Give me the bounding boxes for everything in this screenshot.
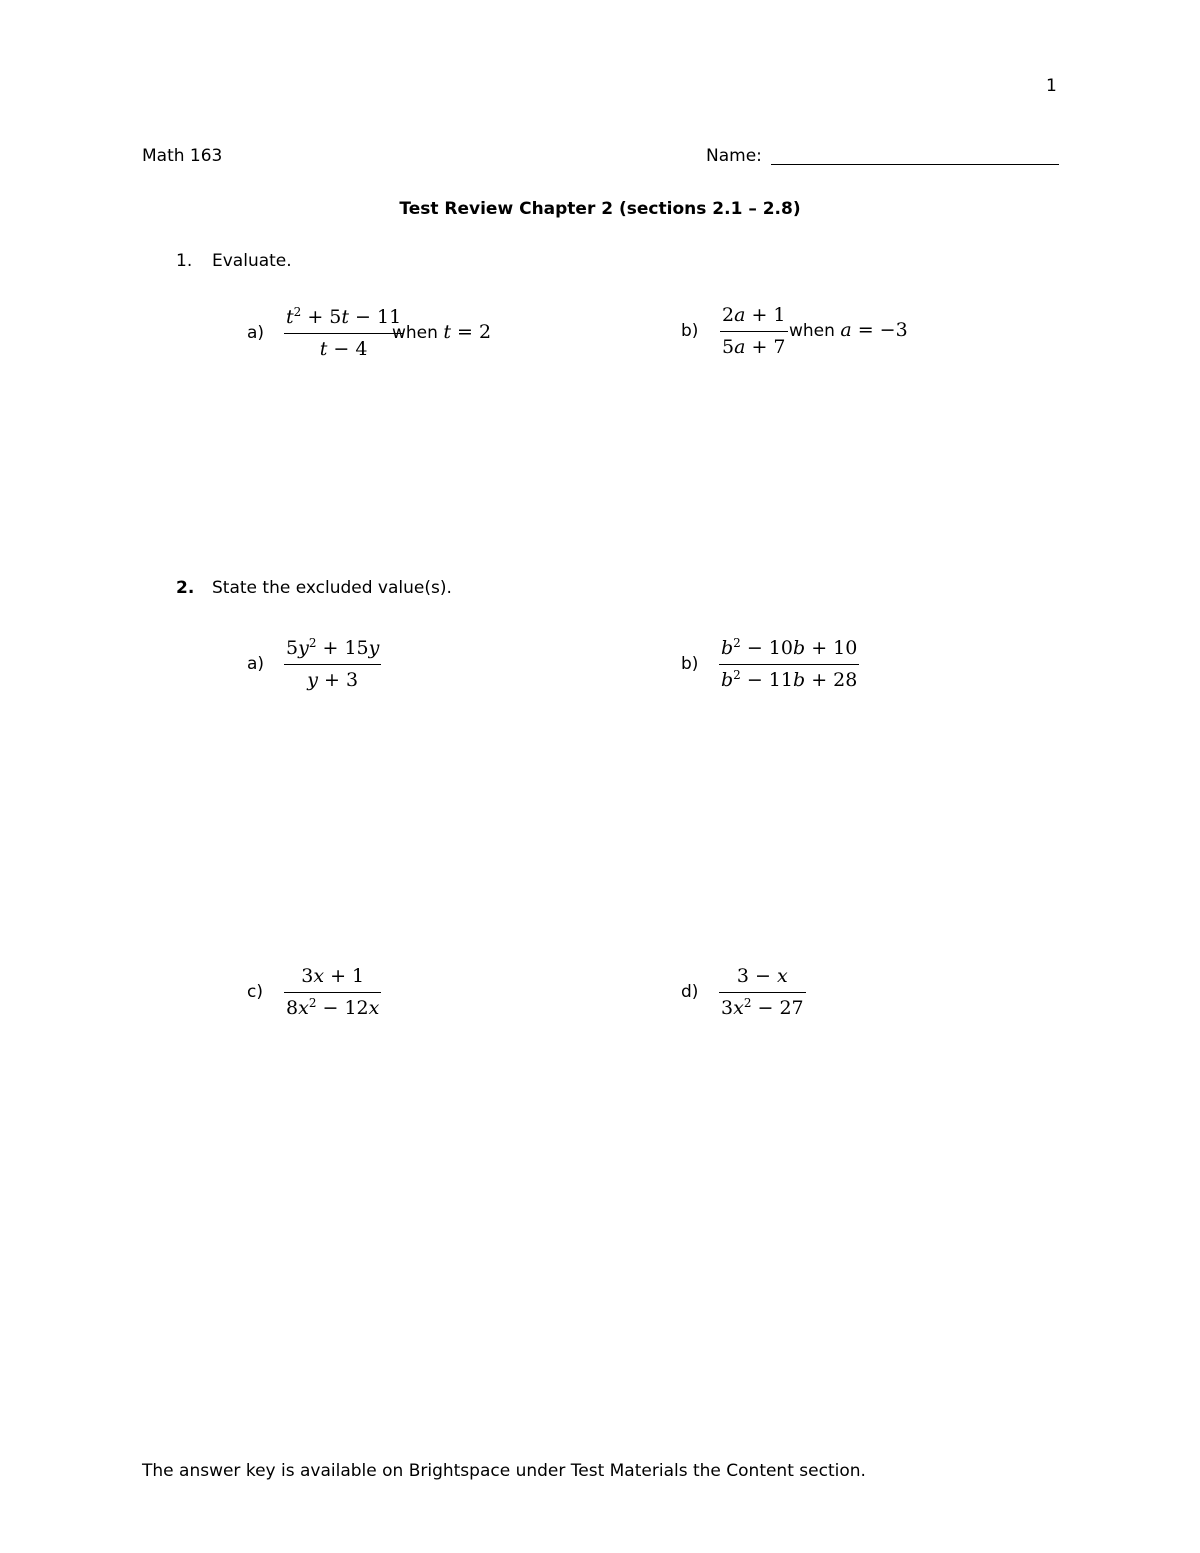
page-title: Test Review Chapter 2 (sections 2.1 – 2.8) bbox=[399, 199, 801, 219]
q2c-fraction bbox=[284, 965, 381, 1019]
q1a-when-word: when bbox=[392, 323, 438, 343]
q2a-numerator: $5y^2 + 15y$ bbox=[286, 636, 380, 659]
q2c-numerator: 3x + 1 bbox=[301, 965, 365, 987]
name-blank-line bbox=[771, 164, 1059, 165]
question-1-number: 1. bbox=[176, 251, 193, 271]
name-label: Name: bbox=[706, 146, 762, 166]
question-1-text: Evaluate. bbox=[212, 251, 292, 271]
fraction-bar bbox=[719, 664, 859, 665]
q1a-condition bbox=[392, 322, 491, 343]
q1b-condition bbox=[789, 320, 908, 341]
answer-key-note: The answer key is available on Brightspace under Test Materials the Content section. bbox=[142, 1461, 866, 1481]
q2a-fraction bbox=[284, 637, 381, 691]
fraction-bar bbox=[720, 331, 788, 332]
q1b-when-expr: a = −3 bbox=[840, 319, 908, 341]
q1b-numerator: 2a + 1 bbox=[722, 304, 786, 326]
q2b-fraction bbox=[719, 637, 859, 691]
fraction-bar bbox=[284, 664, 381, 665]
q2c-label: c) bbox=[247, 982, 263, 1002]
question-2-number: 2. bbox=[176, 578, 195, 598]
q2d-label: d) bbox=[681, 982, 699, 1002]
q1b-denominator: 5a + 7 bbox=[722, 336, 786, 358]
q2a-label: a) bbox=[247, 654, 265, 674]
q2d-denominator: $3x^2 - 27$ bbox=[721, 996, 804, 1019]
q1a-when-expr: t = 2 bbox=[443, 321, 492, 343]
q2b-label: b) bbox=[681, 654, 699, 674]
fraction-bar bbox=[719, 992, 806, 993]
q1a-fraction bbox=[284, 306, 403, 360]
q2b-numerator: $b^2 - 10b + 10$ bbox=[721, 636, 858, 659]
fraction-bar bbox=[284, 992, 381, 993]
q1a-denominator: t − 4 bbox=[319, 338, 368, 360]
q2b-denominator: $b^2 - 11b + 28$ bbox=[721, 668, 858, 691]
q1a-label: a) bbox=[247, 323, 265, 343]
q2d-fraction bbox=[719, 965, 806, 1019]
q1b-label: b) bbox=[681, 321, 699, 341]
fraction-bar bbox=[284, 333, 403, 334]
q1a-numerator: $t^2 + 5t - 11$ bbox=[286, 305, 402, 328]
question-2-text: State the excluded value(s). bbox=[212, 578, 452, 598]
q2a-denominator: y + 3 bbox=[307, 669, 359, 691]
q2c-denominator: $8x^2 - 12x$ bbox=[286, 996, 380, 1019]
page-number: 1 bbox=[1046, 76, 1057, 96]
course-title: Math 163 bbox=[142, 146, 223, 166]
q1b-fraction bbox=[720, 304, 788, 358]
q1b-when-word: when bbox=[789, 321, 835, 341]
q2d-numerator: 3 − x bbox=[736, 965, 788, 987]
